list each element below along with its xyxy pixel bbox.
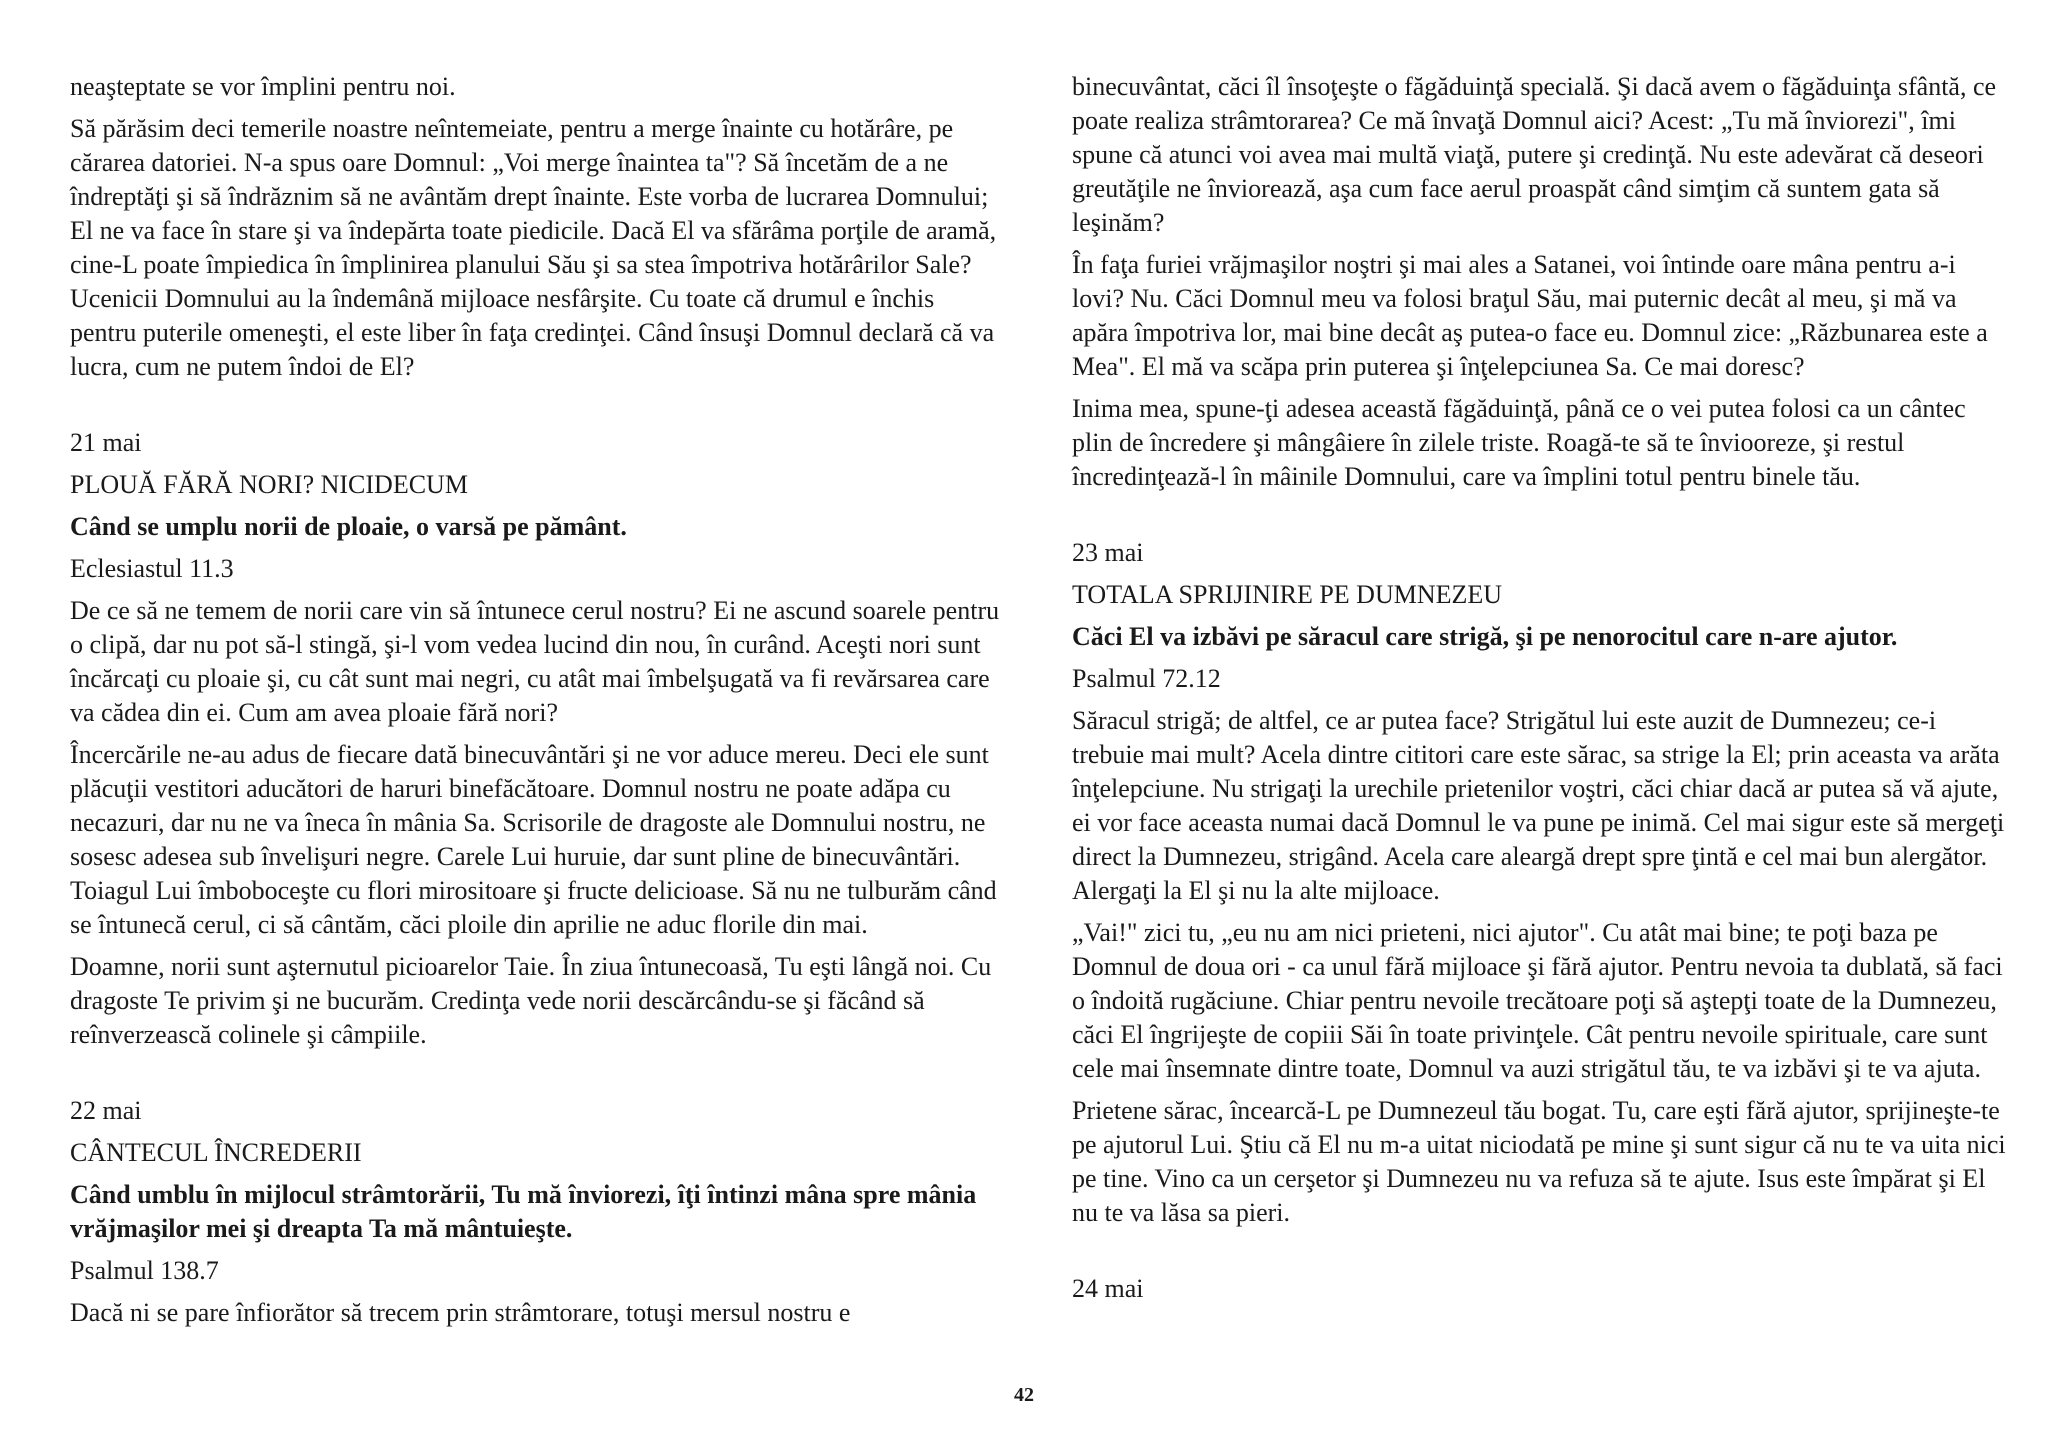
paragraph: Prietene sărac, încearcă-L pe Dumnezeul tău bogat. Tu, care eşti fără ajutor, sprijineşte-te pe ajutorul Lui. Ştiu că El nu m-a uitat niciodată pe mine şi sunt sigur că nu te va uita nici pe tine. Vino ca un cerşetor şi Dumnezeu nu va refuza să te ajute. Isus este împărat şi El nu te va lăsa sa pieri. (1072, 1096, 2006, 1227)
entry-reference: Eclesiastul 11.3 (70, 554, 234, 583)
paragraph-continued: neaşteptate se vor împlini pentru noi. (70, 72, 456, 101)
entry-may-22 (70, 1094, 1000, 1330)
entry-title: TOTALA SPRIJINIRE PE DUMNEZEU (1072, 580, 1503, 609)
paragraph: În faţa furiei vrăjmaşilor noştri şi mai ales a Satanei, voi întinde oare mâna pentru a-i lovi? Nu. Căci Domnul meu va folosi braţul Său, mai puternic decât al meu, şi mă va apăra împotriva lor, mai bine decât aş putea-o face eu. Domnul zice: „Răzbunarea este a Mea". El mă va scăpa prin puterea şi înţelepciunea Sa. Ce mai doresc? (1072, 250, 1988, 381)
entry-date: 23 mai (1072, 538, 1144, 567)
entry-title: CÂNTECUL ÎNCREDERII (70, 1138, 362, 1167)
entry-date: 21 mai (70, 428, 142, 457)
entry-verse: Când se umplu norii de ploaie, o varsă pe pământ. (70, 512, 627, 541)
entry-reference: Psalmul 72.12 (1072, 664, 1221, 693)
page-number: 42 (1014, 1384, 1034, 1406)
entry-verse: Căci El va izbăvi pe săracul care strigă, şi pe nenorocitul care n-are ajutor. (1072, 622, 1898, 651)
entry-may-24 (1072, 1272, 2012, 1306)
paragraph: Doamne, norii sunt aşternutul picioarelor Taie. În ziua întunecoasă, Tu eşti lângă noi. Cu dragoste Te privim şi ne bucurăm. Credinţa vede norii descărcându-se şi făcând să reînverzească colinele şi câmpiile. (70, 952, 992, 1049)
paragraph: „Vai!" zici tu, „eu nu am nici prieteni, nici ajutor". Cu atât mai bine; te poţi baza pe Domnul de doua ori - ca unul fără mijloace şi fără ajutor. Pentru nevoia ta dublată, să faci o îndoită rugăciune. Chiar pentru nevoile trecătoare poţi să aştepţi toate de la Dumnezeu, căci El îngrijeşte de copiii Săi în toate privinţele. Cât pentru nevoile spirituale, care sunt cele mai însemnate dintre toate, Domnul va auzi strigătul tău, te va izbăvi şi te va ajuta. (1072, 918, 2003, 1083)
entry-may-21 (70, 426, 1000, 1052)
paragraph: Încercările ne-au adus de fiecare dată binecuvântări şi ne vor aduce mereu. Deci ele sunt plăcuţii vestitori aducători de haruri binefăcătoare. Domnul nostru ne poate adăpa cu necazuri, dar nu ne va îneca în mânia Sa. Scrisorile de dragoste ale Domnului nostru, ne sosesc adesea sub învelişuri negre. Carele Lui huruie, dar sunt pline de binecuvântări. Toiagul Lui îmboboceşte cu flori mirositoare şi fructe delicioase. Să nu ne tulburăm când se întunecă cerul, ci să cântăm, căci ploile din aprilie ne aduc florile din mai. (70, 740, 997, 939)
paragraph-continued: binecuvântat, căci îl însoţeşte o făgăduinţă specială. Şi dacă avem o făgăduinţa sfântă, ce poate realiza strâmtorarea? Ce mă învaţă Domnul aici? Acest: „Tu mă înviorezi", îmi spune că atunci voi avea mai multă viaţă, putere şi credinţă. Nu este adevărat că deseori greutăţile ne înviorează, aşa cum face aerul proaspăt când simţim că suntem gata să leşinăm? (1072, 72, 1997, 237)
right-page-column (1072, 70, 2012, 1314)
paragraph: Dacă ni se pare înfiorător să trecem prin strâmtorare, totuşi mersul nostru e (70, 1298, 851, 1327)
entry-may-23 (1072, 536, 2012, 1230)
entry-title: PLOUĂ FĂRĂ NORI? NICIDECUM (70, 470, 468, 499)
entry-date: 24 mai (1072, 1274, 1144, 1303)
paragraph: Inima mea, spune-ţi adesea această făgăduinţă, până ce o vei putea folosi ca un cântec plin de încredere şi mângâiere în zilele triste. Roagă-te să te înviooreze, şi restul încredinţează-l în mâinile Domnului, care va împlini totul pentru binele tău. (1072, 394, 1966, 491)
entry-reference: Psalmul 138.7 (70, 1256, 219, 1285)
entry-verse: Când umblu în mijlocul strâmtorării, Tu mă înviorezi, îţi întinzi mâna spre mânia vrăjmaşilor mei şi dreapta Ta mă mântuieşte. (70, 1180, 977, 1243)
paragraph: De ce să ne temem de norii care vin să întunece cerul nostru? Ei ne ascund soarele pentru o clipă, dar nu pot să-l stingă, şi-l vom vedea lucind din nou, în curând. Aceşti nori sunt încărcaţi cu ploaie şi, cu cât sunt mai negri, cu atât mai îmbelşugată va fi revărsarea care va cădea din ei. Cum am avea ploaie fără nori? (70, 596, 1000, 727)
paragraph: Săracul strigă; de altfel, ce ar putea face? Strigătul lui este auzit de Dumnezeu; ce-i trebuie mai mult? Acela dintre cititori care este sărac, sa strige la El; prin aceasta va arăta înţelepciune. Nu strigaţi la urechile prietenilor voştri, căci chiar dacă ar putea să vă ajute, ei vor face aceasta numai dacă Domnul le va pune pe inimă. Cel mai sigur este să mergeţi direct la Dumnezeu, strigând. Acela care aleargă drept spre ţintă e cel mai bun alergător. Alergaţi la El şi nu la alte mijloace. (1072, 706, 2005, 905)
paragraph: Să părăsim deci temerile noastre neîntemeiate, pentru a merge înainte cu hotărâre, pe cărarea datoriei. N-a spus oare Domnul: „Voi merge înaintea ta"? Să încetăm de a ne îndreptăţi şi să îndrăznim să ne avântăm drept înainte. Este vorba de lucrarea Domnului; El ne va face în stare şi va îndepărta toate piedicile. Dacă El va sfărâma porţile de aramă, cine-L poate împiedica în împlinirea planului Său şi sa stea împotriva hotărârilor Sale? Ucenicii Domnului au la îndemână mijloace nesfârşite. Cu toate că drumul e închis pentru puterile omeneşti, el este liber în faţa credinţei. Când însuşi Domnul declară că va lucra, cum ne putem îndoi de El? (70, 114, 997, 381)
entry-date: 22 mai (70, 1096, 142, 1125)
left-page-column (70, 70, 1000, 1338)
